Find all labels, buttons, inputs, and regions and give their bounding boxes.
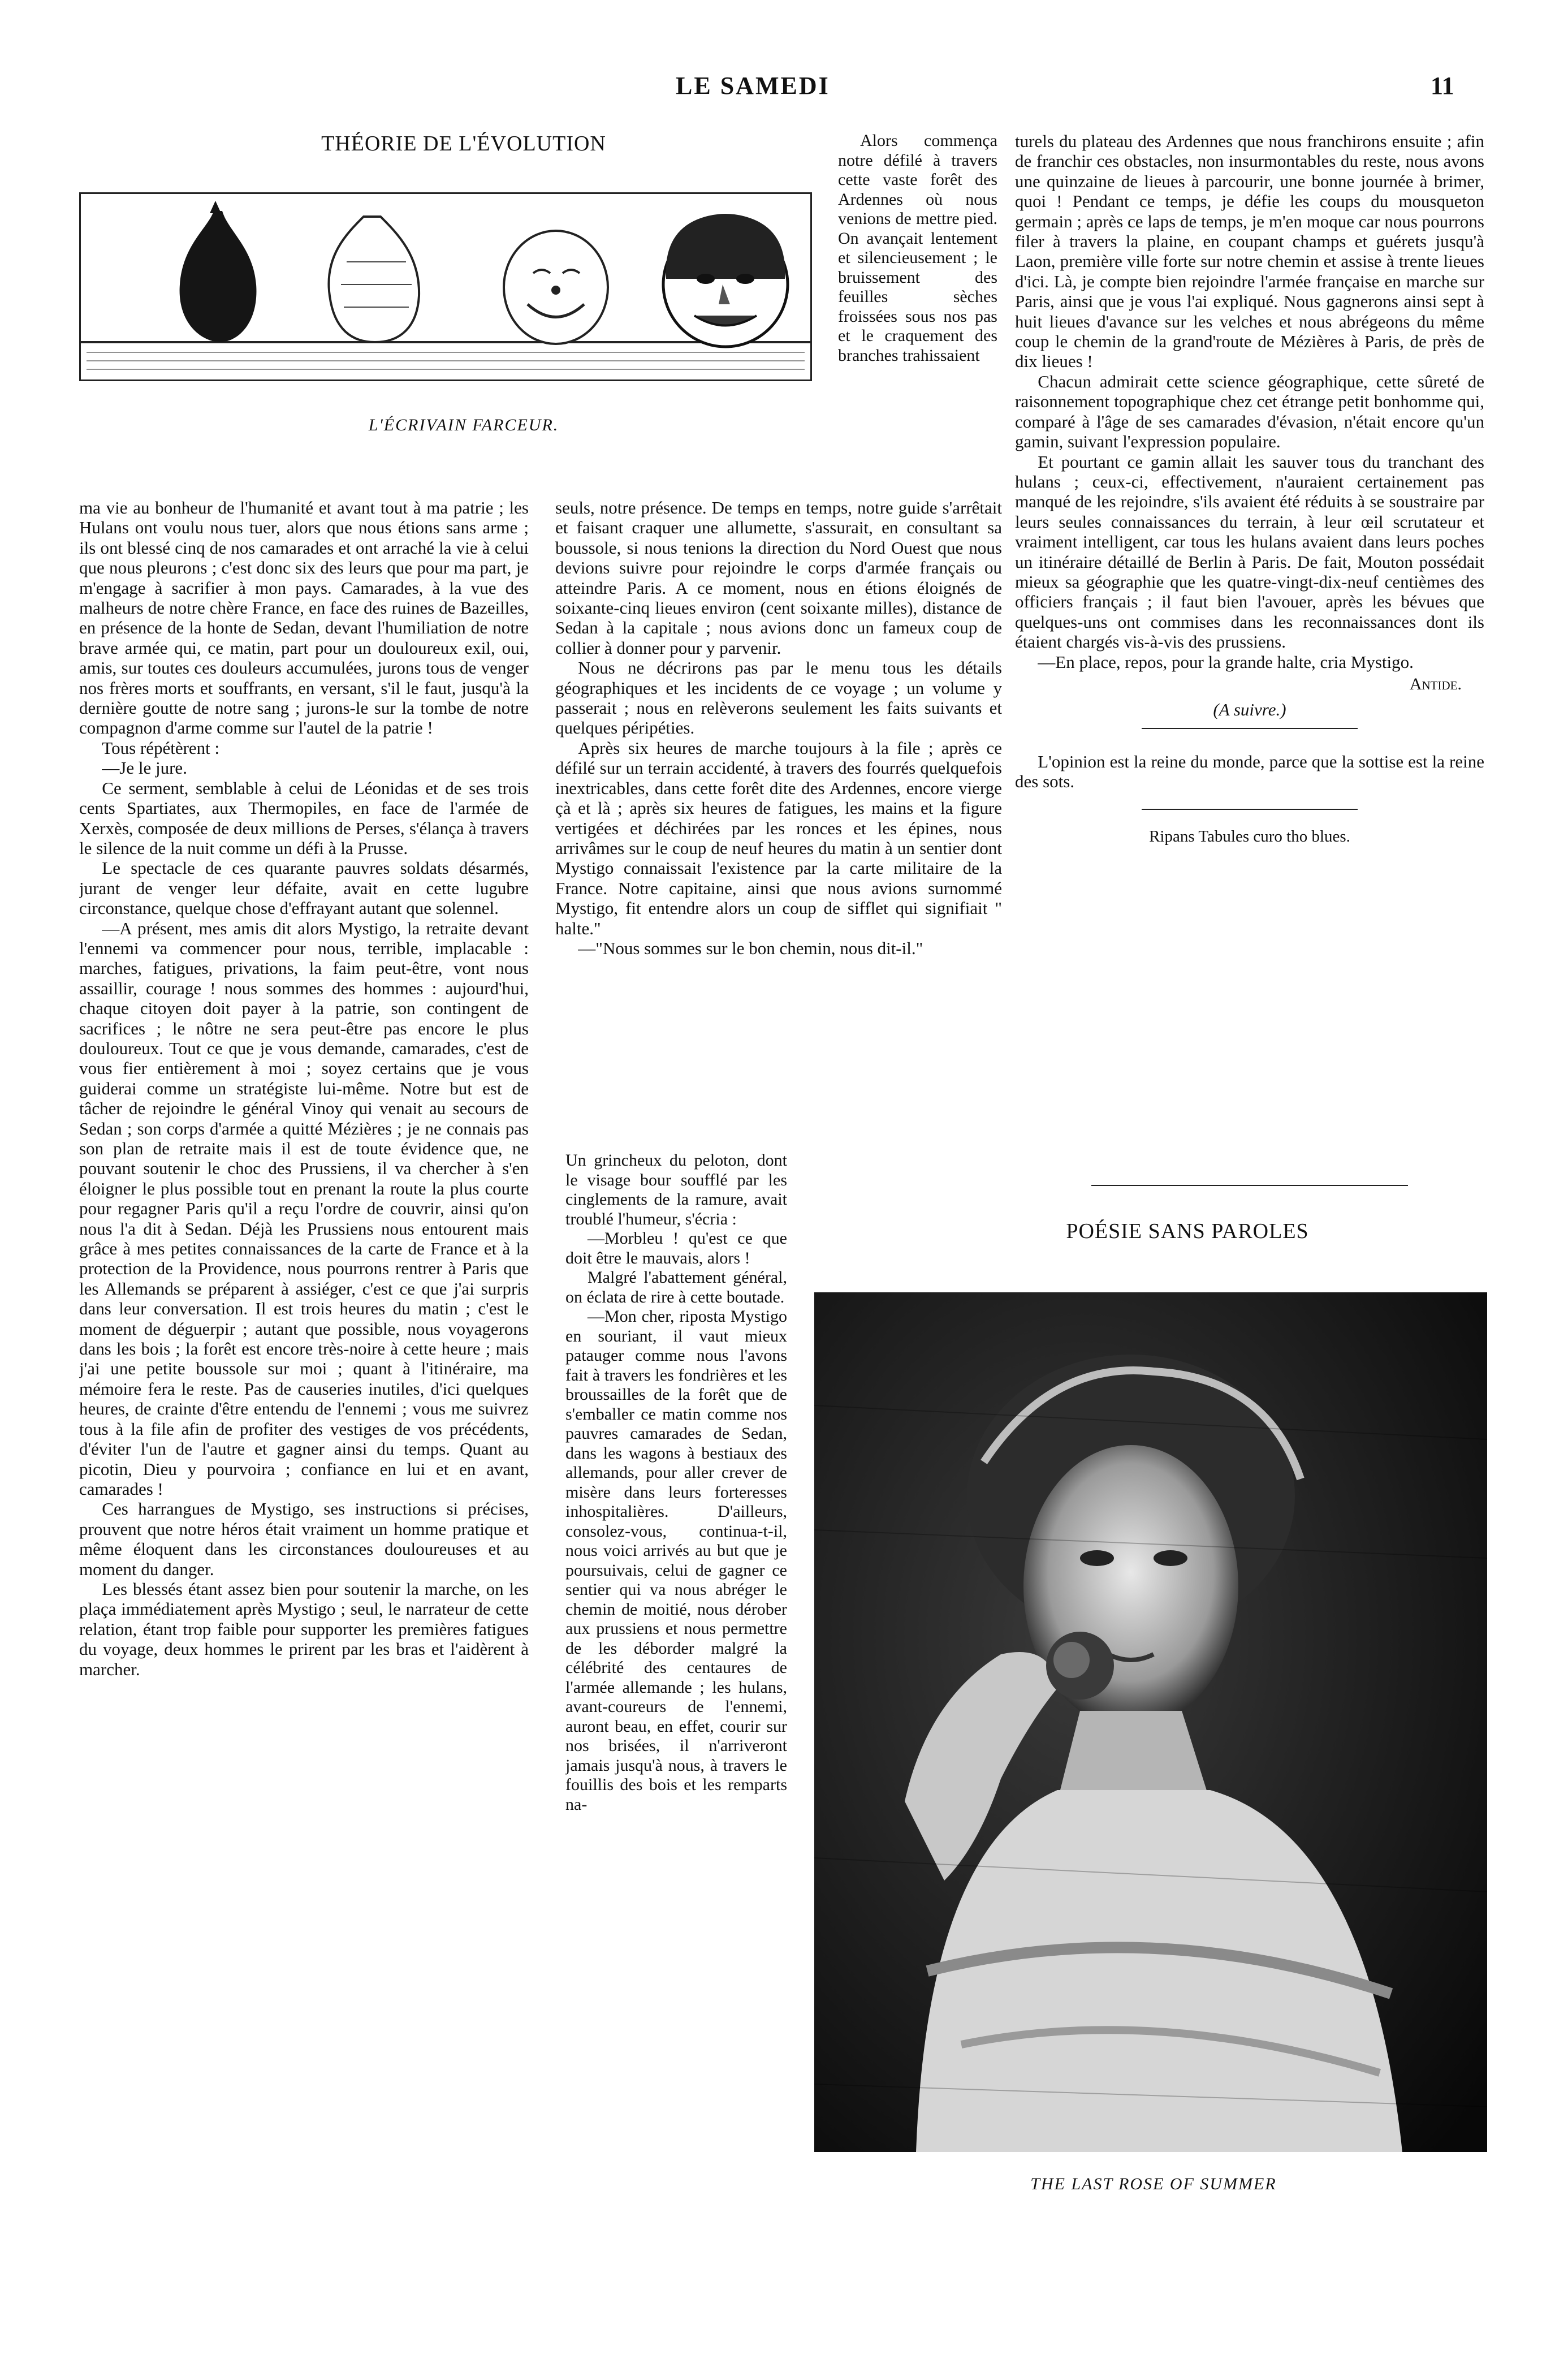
paragraph: Nous ne décrirons pas par le menu tous les détails géographiques et les incidents de ce voyage ; un volume y passerait ; nous en relèverons seulement les faits suivants et quelques péripéties. [555,658,1002,738]
paragraph: Tous répétèrent : [102,738,220,758]
paragraph: —A présent, mes amis dit alors Mystigo, la retraite devant l'ennemi va commencer pour nous, terrible, implacable : marches, fatigues, privations, la faim peut-être, vont nous assaillir, courage ! nous sommes des hommes : aujourd'hui, chaque citoyen doit payer à la patrie, son contingent de sacrifices ; le nôtre ne sera peut-être pas encore le plus douloureux. Tout ce que je vous demande, camarades, c'est de vous fier entièrement à moi ; soyez certains que je vous guiderai comme un stratégiste lui-même. Notre but est de tâcher de rejoindre le général Vinoy qui venait au secours de Sedan ; son corps d'armée a quitté Mézières ; je ne connais pas son plan de retraite mais il est de toute évidence que, ne pouvant soutenir le choc des Prussiens, il va chercher à s'en éloigner le plus possible tout en prenant la route la plus courte pour regagner Paris qu'il a reçu l'ordre de couvrir, ainsi qu'on nous l'a dit à Sedan. Déjà les Prussiens nous entourent mais grâce à mes petites connaissances de la carte de France et à la protection de la Providence, nous pourrons rentrer à Paris que les Allemands se préparent à assiéger, c'est ce que j'ai surpris dans leur conversation. Il est trois heures du matin ; c'est le moment de déguerpir ; autant que possible, nous voyagerons dans les bois ; la forêt est encore très-noire à cette heure ; mais j'ai une petite boussole sur moi ; quant à l'itinéraire, ma mémoire fera le reste. Pas de causeries inutiles, d'ici quelques heures, de crainte d'être entendu de l'ennemi ; vous me suivrez tous à la file afin de profiter des vestiges de vos précédents, d'éviter l'un de l'autre et gagner ainsi du temps. Quant au picotin, Dieu y pourvoira ; confiance en lui et en avant, camarades ! [79,918,529,1499]
author-signature: Antide. [1409,674,1462,693]
evolution-cartoon-drawing [81,194,810,379]
paragraph: Un grincheux du peloton, dont le visage bour soufflé par les cinglements de la ramure, avait troublé l'humeur, s'écria : [565,1151,787,1228]
cartoon-title: THÉORIE DE L'ÉVOLUTION [321,132,606,156]
article-column-3 [1015,131,1484,1002]
divider [1142,728,1358,729]
divider [1142,809,1358,810]
aphorism: L'opinion est la reine du monde, parce que la sottise est la reine des sots. [1015,751,1484,792]
paragraph: Malgré l'abattement général, on éclata de rire à cette boutade. [565,1268,787,1306]
paragraph: Alors commença notre défilé à travers cette vaste forêt des Ardennes où nous venions de mettre pied. On avançait lentement et silencieusement ; le bruissement des feuilles sèches froissées sous nos pas et le craquement des branches trahissaient [838,131,997,365]
article-column-2-top [838,131,997,499]
paragraph: —Mon cher, riposta Mystigo en souriant, il vaut mieux patauger comme nous l'avons fait à travers les fondrières et les broussailles de la forêt que de s'emballer ce matin comme nos pauvres camarades de Sedan, dans les wagons à bestiaux des allemands, pour aller crever de misère dans leurs forteresses inhospitalières. D'ailleurs, consolez-vous, continua-t-il, nous voici arrivés au but que je poursuivais, celui de gagner ce sentier qui va nous abréger le chemin de moitié, nous dérober aux prussiens et nous permettre de les déborder malgré la célébrité des centaures de l'armée allemande ; les hulans, avant-coureurs de l'ennemi, auront beau, en effet, courir sur nos brisées, il n'arriveront jamais jusqu'à nous, à travers le fouillis des bois et les remparts na- [565,1307,787,1814]
page-number: 11 [1431,72,1454,100]
newspaper-title: LE SAMEDI [676,72,830,100]
paragraph: —"Nous sommes sur le bon chemin, nous dit-il." [578,938,923,958]
rebus-line: Ripans Tabules curo tho blues. [1149,827,1350,846]
paragraph: Et pourtant ce gamin allait les sauver tous du tranchant des hulans ; ceux-ci, effectivement, n'auraient certainement pas manqué de les rejoindre, s'ils avaient été réduits à se soustraire par leurs seules connaissances du terrain, à leur œil scrutateur et vraiment intelligent, car tous les hulans avaient dans leurs poches un itinéraire détaillé de Berlin à Paris. De fait, Mouton possédait mieux sa géographie que les quatre-vingt-dix-neuf centièmes des officiers français ; il faut bien l'avouer, après les bévues que quelques-uns ont commises dans les reconnaissances dont ils étaient chargés vis-à-vis des prussiens. [1015,451,1484,652]
portrait-engraving [814,1292,1487,2152]
poesie-title: POÉSIE SANS PAROLES [1066,1219,1309,1243]
paragraph: Chacun admirait cette science géographique, cette sûreté de raisonnement topographique chez cet étrange petit bonhomme qui, comparé à l'âge de ses camarades d'évasion, n'était encore qu'un gamin, suivant l'expression populaire. [1015,371,1484,452]
paragraph: Ce serment, semblable à celui de Léonidas et de ses trois cents Spartiates, aux Thermopiles, en face de l'armée de Xerxès, composée de deux millions de Perses, s'élança à travers le silence de la nuit comme un défi à la Prusse. [79,778,529,858]
paragraph: Le spectacle de ces quarante pauvres soldats désarmés, jurant de venger leur défaite, avait en cette lugubre circonstance, quelque chose d'effrayant autant que solennel. [79,858,529,918]
paragraph: —En place, repos, pour la grande halte, cria Mystigo. [1038,652,1414,672]
cartoon-caption: L'ÉCRIVAIN FARCEUR. [368,416,559,434]
paragraph: Ces harrangues de Mystigo, ses instructions si précises, prouvent que notre héros était vraiment un homme pratique et même éloquent dans les circonstances douloureuses et au moment du danger. [79,1499,529,1579]
paragraph: Après six heures de marche toujours à la file ; après ce défilé sur un terrain accidenté, à travers des fourrés quelquefois inextricables, dans cette forêt dite des Ardennes, encore vierge çà et là ; après six heures de fatigues, les mains et la figure vertigées et déchirées par les ronces et les épines, nous arrivâmes sur le coup de neuf heures du matin à un sentier dont Mystigo connaissait l'existence par la carte militaire de la France. Notre capitaine, ainsi que nous avions surnommé Mystigo, fit entendre alors un coup de sifflet qui signifiait " halte." [555,738,1002,938]
portrait-drawing [814,1292,1487,2152]
section-divider [1091,1185,1408,1186]
portrait-caption: THE LAST ROSE OF SUMMER [1030,2175,1277,2193]
paragraph: —Je le jure. [102,758,187,778]
article-column-1 [79,498,529,2211]
paragraph: ma vie au bonheur de l'humanité et avant tout à ma patrie ; les Hulans ont voulu nous tuer, alors que nous étions sans arme ; ils ont blessé cinq de nos camarades et ont arraché la vie à celui que nous pleurons ; c'est donc six des leurs que pour ma part, je m'engage à sacrifier à mon pays. Camarades, à la vue des malheurs de notre chère France, en face des ruines de Bazeilles, en présence de la honte de Sedan, devant l'humiliation de notre brave armée qui, ce matin, part pour un douloureux exil, oui, amis, sur toutes ces douleurs accumulées, jurons tous de venger nos frères morts et souffrants, en versant, s'il le faut, jusqu'à la dernière goutte de notre sang ; jurons-le sur la tombe de notre compagnon d'arme comme sur l'autel de la patrie ! [79,498,529,738]
paragraph: —Morbleu ! qu'est ce que doit être le mauvais, alors ! [565,1229,787,1267]
paragraph: turels du plateau des Ardennes que nous franchirons ensuite ; afin de franchir ces obstacles, non insurmontables du reste, nous avons une quinzaine de lieues à parcourir, une bonne journée à brimer, quoi ! Pendant ce temps, je défie les coups du mousqueton germain ; après ce laps de temps, je m'en moque car nous pourrons filer à travers la plaine, en coupant champs et guérets jusqu'à Laon, première ville forte sur notre chemin et assise à trente lieues d'ici. Là, je compte bien rejoindre l'armée française en marche sur Paris, ainsi que je vous l'ai expliqué. Nous gagnerons ainsi sept à huit lieues d'avance sur les velches et nous abrégeons du même coup le chemin de la grand'route de Mézières à Paris, de près de dix lieues ! [1015,131,1484,372]
paragraph: seuls, notre présence. De temps en temps, notre guide s'arrêtait et faisant craquer une allumette, s'assurait, en consultant sa boussole, si nous tenions la direction du Nord Ouest que nous devions suivre pour rejoindre le corps d'armée français ou atteindre Paris. A ce moment, nous en étions éloignés de soixante-cinq lieues environ (cent soixante milles), distance de Sedan à la capitale ; nous avions donc un fameux coup de collier à donner pour y parvenir. [555,498,1002,658]
article-column-2-bottom [565,1151,787,2209]
article-column-2 [555,498,1002,1148]
paragraph: Les blessés étant assez bien pour soutenir la marche, on les plaça immédiatement après Mystigo ; seul, le narrateur de cette relation, étant trop faible pour supporter les premières fatigues du voyage, deux hommes le prirent par les bras et l'aidèrent à marcher. [79,1579,529,1679]
to-be-continued: (A suivre.) [1213,700,1286,720]
evolution-cartoon [79,192,812,381]
